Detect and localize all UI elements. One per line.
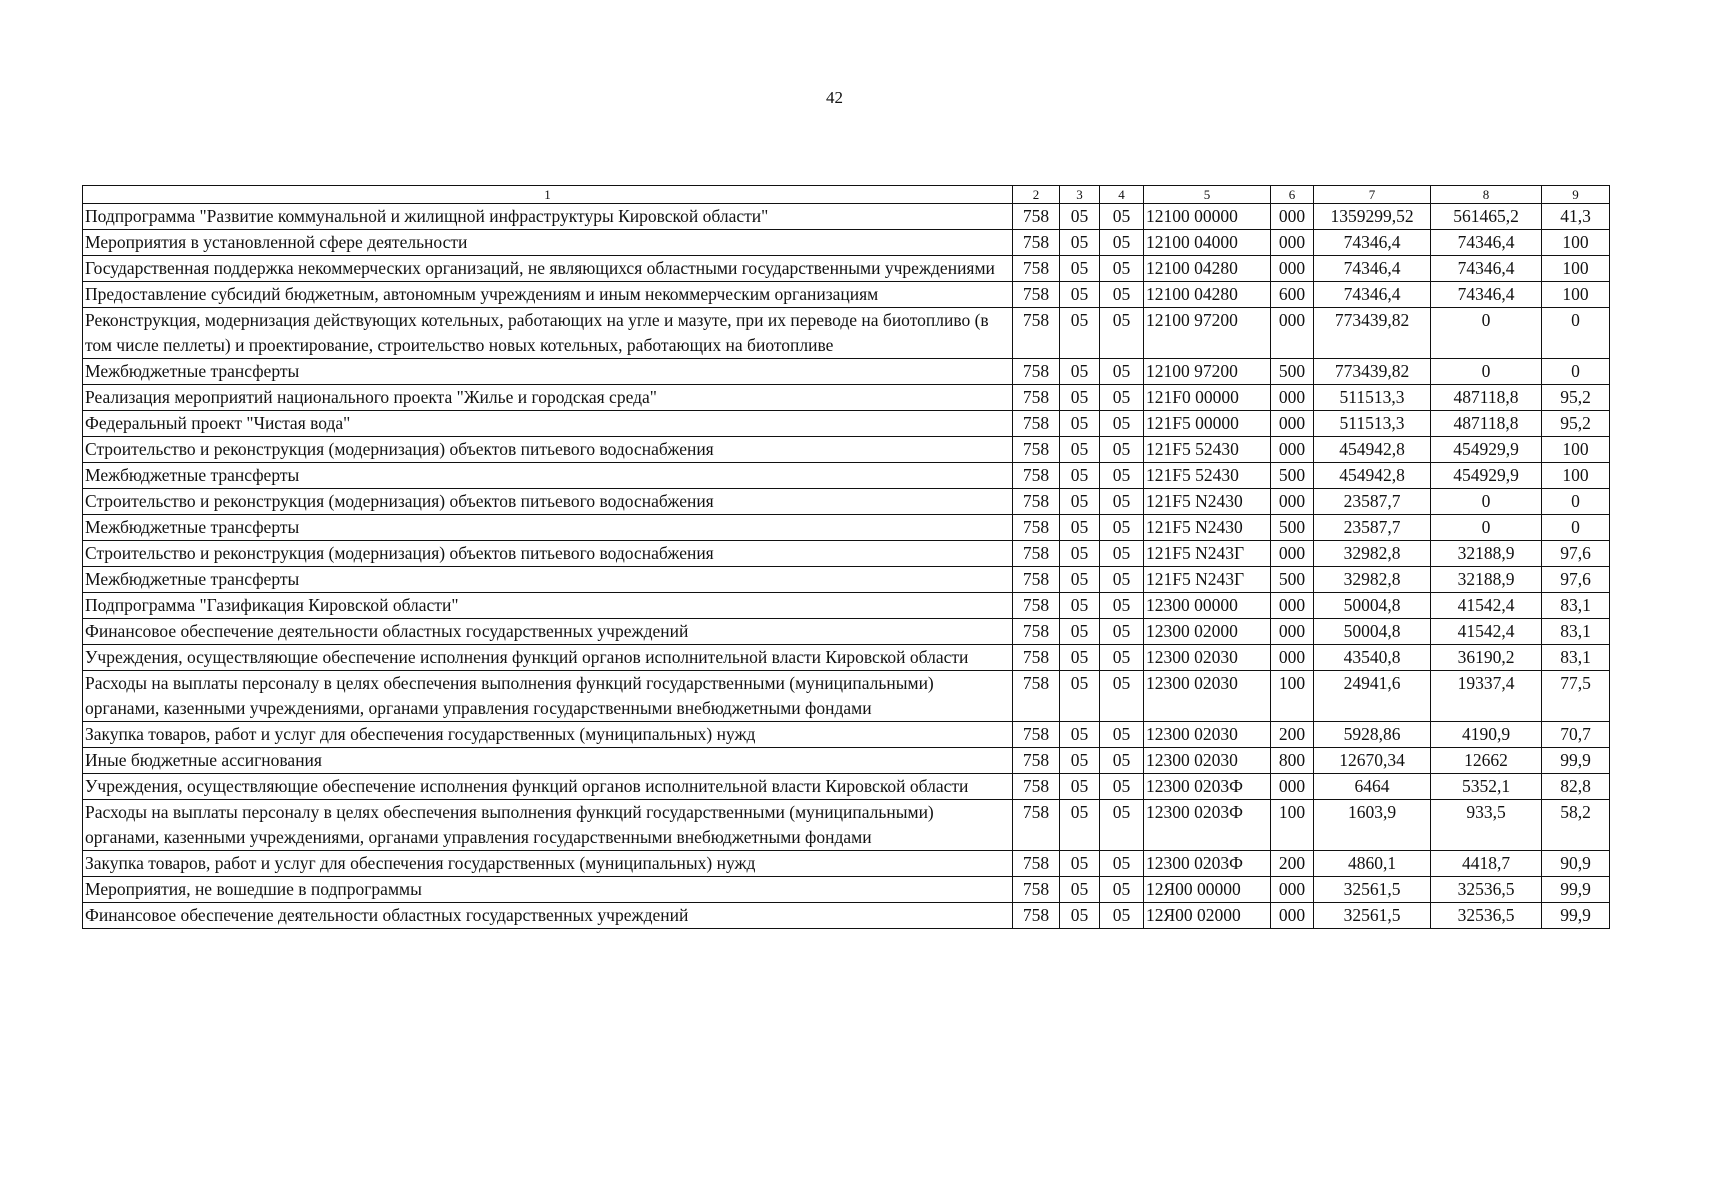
- cell-code-admin: 758: [1013, 748, 1060, 774]
- cell-code-expense-type: 000: [1271, 645, 1314, 671]
- cell-code-subsection: 05: [1100, 671, 1144, 722]
- cell-code-section: 05: [1060, 851, 1100, 877]
- cell-code-section: 05: [1060, 877, 1100, 903]
- cell-code-expense-type: 100: [1271, 671, 1314, 722]
- cell-row-name: Реконструкция, модернизация действующих котельных, работающих на угле и мазуте, при их переводе на биотопливо (в том числе пеллеты) и проектирование, строительство новых котельных, работающих на биотопливе: [83, 308, 1013, 359]
- cell-code-admin: 758: [1013, 463, 1060, 489]
- cell-code-expense-type: 000: [1271, 903, 1314, 929]
- cell-code-subsection: 05: [1100, 489, 1144, 515]
- cell-amount-executed: 32536,5: [1431, 903, 1542, 929]
- cell-code-section: 05: [1060, 645, 1100, 671]
- cell-percent-executed: 100: [1542, 256, 1610, 282]
- table-row: [83, 282, 1610, 308]
- cell-code-admin: 758: [1013, 800, 1060, 851]
- cell-code-admin: 758: [1013, 722, 1060, 748]
- cell-code-target: 12300 02000: [1144, 619, 1271, 645]
- cell-amount-planned: 12670,34: [1314, 748, 1431, 774]
- cell-code-admin: 758: [1013, 204, 1060, 230]
- cell-code-target: 12100 97200: [1144, 359, 1271, 385]
- cell-percent-executed: 0: [1542, 308, 1610, 359]
- cell-code-expense-type: 500: [1271, 567, 1314, 593]
- cell-code-admin: 758: [1013, 671, 1060, 722]
- cell-code-expense-type: 000: [1271, 437, 1314, 463]
- cell-percent-executed: 99,9: [1542, 903, 1610, 929]
- cell-code-section: 05: [1060, 619, 1100, 645]
- cell-code-admin: 758: [1013, 619, 1060, 645]
- cell-percent-executed: 82,8: [1542, 774, 1610, 800]
- cell-code-subsection: 05: [1100, 774, 1144, 800]
- cell-code-expense-type: 000: [1271, 411, 1314, 437]
- cell-code-subsection: 05: [1100, 903, 1144, 929]
- cell-code-target: 121F5 00000: [1144, 411, 1271, 437]
- cell-row-name: Федеральный проект "Чистая вода": [83, 411, 1013, 437]
- column-header-1: 1: [83, 186, 1013, 204]
- cell-row-name: Межбюджетные трансферты: [83, 463, 1013, 489]
- cell-code-subsection: 05: [1100, 359, 1144, 385]
- cell-code-admin: 758: [1013, 437, 1060, 463]
- cell-code-subsection: 05: [1100, 437, 1144, 463]
- table-row: [83, 619, 1610, 645]
- column-header-4: 4: [1100, 186, 1144, 204]
- cell-amount-executed: 74346,4: [1431, 256, 1542, 282]
- cell-code-subsection: 05: [1100, 567, 1144, 593]
- table-row: [83, 541, 1610, 567]
- column-header-5: 5: [1144, 186, 1271, 204]
- cell-amount-planned: 23587,7: [1314, 489, 1431, 515]
- cell-code-subsection: 05: [1100, 541, 1144, 567]
- cell-code-expense-type: 000: [1271, 489, 1314, 515]
- cell-percent-executed: 90,9: [1542, 851, 1610, 877]
- cell-percent-executed: 100: [1542, 230, 1610, 256]
- cell-amount-planned: 23587,7: [1314, 515, 1431, 541]
- table-row: [83, 722, 1610, 748]
- cell-amount-executed: 4418,7: [1431, 851, 1542, 877]
- cell-percent-executed: 83,1: [1542, 593, 1610, 619]
- cell-percent-executed: 77,5: [1542, 671, 1610, 722]
- cell-code-target: 12300 02030: [1144, 671, 1271, 722]
- cell-code-admin: 758: [1013, 541, 1060, 567]
- cell-code-section: 05: [1060, 385, 1100, 411]
- cell-code-section: 05: [1060, 515, 1100, 541]
- cell-code-section: 05: [1060, 722, 1100, 748]
- cell-amount-planned: 32561,5: [1314, 903, 1431, 929]
- cell-code-target: 12300 0203Ф: [1144, 774, 1271, 800]
- cell-row-name: Закупка товаров, работ и услуг для обеспечения государственных (муниципальных) нужд: [83, 722, 1013, 748]
- cell-row-name: Учреждения, осуществляющие обеспечение исполнения функций органов исполнительной власти Кировской области: [83, 645, 1013, 671]
- cell-amount-executed: 32536,5: [1431, 877, 1542, 903]
- cell-code-target: 121F5 52430: [1144, 437, 1271, 463]
- cell-code-section: 05: [1060, 489, 1100, 515]
- cell-code-subsection: 05: [1100, 722, 1144, 748]
- cell-row-name: Строительство и реконструкция (модернизация) объектов питьевого водоснабжения: [83, 489, 1013, 515]
- cell-code-expense-type: 000: [1271, 204, 1314, 230]
- cell-amount-planned: 1603,9: [1314, 800, 1431, 851]
- cell-percent-executed: 100: [1542, 463, 1610, 489]
- cell-amount-planned: 24941,6: [1314, 671, 1431, 722]
- cell-code-subsection: 05: [1100, 593, 1144, 619]
- cell-code-subsection: 05: [1100, 282, 1144, 308]
- cell-code-section: 05: [1060, 204, 1100, 230]
- cell-code-subsection: 05: [1100, 385, 1144, 411]
- cell-code-expense-type: 200: [1271, 722, 1314, 748]
- cell-code-expense-type: 000: [1271, 541, 1314, 567]
- cell-code-admin: 758: [1013, 903, 1060, 929]
- cell-code-subsection: 05: [1100, 230, 1144, 256]
- cell-percent-executed: 99,9: [1542, 877, 1610, 903]
- table-row: [83, 593, 1610, 619]
- cell-percent-executed: 97,6: [1542, 541, 1610, 567]
- table-row: [83, 877, 1610, 903]
- cell-amount-executed: 74346,4: [1431, 282, 1542, 308]
- cell-amount-planned: 5928,86: [1314, 722, 1431, 748]
- table-row: [83, 645, 1610, 671]
- cell-row-name: Межбюджетные трансферты: [83, 515, 1013, 541]
- cell-code-target: 121F5 52430: [1144, 463, 1271, 489]
- cell-code-admin: 758: [1013, 593, 1060, 619]
- cell-amount-planned: 74346,4: [1314, 282, 1431, 308]
- cell-code-expense-type: 500: [1271, 359, 1314, 385]
- cell-amount-executed: 4190,9: [1431, 722, 1542, 748]
- cell-code-target: 12Я00 02000: [1144, 903, 1271, 929]
- cell-code-admin: 758: [1013, 359, 1060, 385]
- cell-code-subsection: 05: [1100, 800, 1144, 851]
- cell-code-admin: 758: [1013, 308, 1060, 359]
- cell-code-target: 121F5 N2430: [1144, 489, 1271, 515]
- cell-code-section: 05: [1060, 800, 1100, 851]
- cell-percent-executed: 95,2: [1542, 411, 1610, 437]
- cell-percent-executed: 58,2: [1542, 800, 1610, 851]
- cell-amount-executed: 0: [1431, 515, 1542, 541]
- cell-code-admin: 758: [1013, 282, 1060, 308]
- cell-row-name: Финансовое обеспечение деятельности областных государственных учреждений: [83, 903, 1013, 929]
- table-row: [83, 359, 1610, 385]
- cell-code-subsection: 05: [1100, 619, 1144, 645]
- cell-row-name: Подпрограмма "Газификация Кировской области": [83, 593, 1013, 619]
- cell-amount-planned: 454942,8: [1314, 437, 1431, 463]
- cell-percent-executed: 83,1: [1542, 645, 1610, 671]
- cell-code-expense-type: 200: [1271, 851, 1314, 877]
- table-row: [83, 515, 1610, 541]
- cell-code-target: 12300 0203Ф: [1144, 800, 1271, 851]
- cell-code-admin: 758: [1013, 489, 1060, 515]
- cell-code-expense-type: 000: [1271, 774, 1314, 800]
- cell-code-admin: 758: [1013, 385, 1060, 411]
- cell-amount-planned: 32982,8: [1314, 541, 1431, 567]
- cell-code-target: 12300 02030: [1144, 645, 1271, 671]
- page-number: 42: [826, 88, 843, 107]
- cell-code-section: 05: [1060, 230, 1100, 256]
- cell-code-admin: 758: [1013, 256, 1060, 282]
- cell-amount-executed: 19337,4: [1431, 671, 1542, 722]
- cell-amount-executed: 0: [1431, 489, 1542, 515]
- cell-code-admin: 758: [1013, 877, 1060, 903]
- cell-code-subsection: 05: [1100, 411, 1144, 437]
- table-row: [83, 800, 1610, 851]
- cell-percent-executed: 70,7: [1542, 722, 1610, 748]
- cell-row-name: Учреждения, осуществляющие обеспечение исполнения функций органов исполнительной власти Кировской области: [83, 774, 1013, 800]
- cell-amount-executed: 561465,2: [1431, 204, 1542, 230]
- column-header-7: 7: [1314, 186, 1431, 204]
- cell-code-expense-type: 500: [1271, 515, 1314, 541]
- cell-code-admin: 758: [1013, 567, 1060, 593]
- cell-code-section: 05: [1060, 593, 1100, 619]
- table-header-row: [83, 186, 1610, 204]
- cell-amount-planned: 43540,8: [1314, 645, 1431, 671]
- cell-code-subsection: 05: [1100, 748, 1144, 774]
- cell-code-subsection: 05: [1100, 645, 1144, 671]
- cell-code-expense-type: 000: [1271, 593, 1314, 619]
- cell-row-name: Межбюджетные трансферты: [83, 567, 1013, 593]
- cell-amount-planned: 50004,8: [1314, 593, 1431, 619]
- budget-table-wrapper: [82, 185, 1609, 929]
- cell-code-section: 05: [1060, 282, 1100, 308]
- table-row: [83, 204, 1610, 230]
- cell-row-name: Строительство и реконструкция (модернизация) объектов питьевого водоснабжения: [83, 437, 1013, 463]
- cell-code-target: 12100 04280: [1144, 256, 1271, 282]
- table-row: [83, 671, 1610, 722]
- cell-code-subsection: 05: [1100, 515, 1144, 541]
- cell-row-name: Межбюджетные трансферты: [83, 359, 1013, 385]
- cell-code-target: 121F5 N2430: [1144, 515, 1271, 541]
- cell-code-section: 05: [1060, 567, 1100, 593]
- table-row: [83, 256, 1610, 282]
- cell-row-name: Предоставление субсидий бюджетным, автономным учреждениям и иным некоммерческим организациям: [83, 282, 1013, 308]
- cell-code-expense-type: 500: [1271, 463, 1314, 489]
- cell-row-name: Реализация мероприятий национального проекта "Жилье и городская среда": [83, 385, 1013, 411]
- cell-code-subsection: 05: [1100, 851, 1144, 877]
- cell-percent-executed: 100: [1542, 282, 1610, 308]
- cell-percent-executed: 0: [1542, 515, 1610, 541]
- column-header-6: 6: [1271, 186, 1314, 204]
- cell-amount-executed: 32188,9: [1431, 541, 1542, 567]
- column-header-8: 8: [1431, 186, 1542, 204]
- cell-percent-executed: 41,3: [1542, 204, 1610, 230]
- cell-amount-executed: 454929,9: [1431, 463, 1542, 489]
- cell-code-subsection: 05: [1100, 463, 1144, 489]
- cell-code-admin: 758: [1013, 645, 1060, 671]
- cell-percent-executed: 83,1: [1542, 619, 1610, 645]
- cell-code-target: 12100 97200: [1144, 308, 1271, 359]
- cell-amount-planned: 6464: [1314, 774, 1431, 800]
- cell-code-admin: 758: [1013, 230, 1060, 256]
- cell-amount-planned: 773439,82: [1314, 359, 1431, 385]
- cell-code-target: 12300 0203Ф: [1144, 851, 1271, 877]
- cell-amount-planned: 32561,5: [1314, 877, 1431, 903]
- cell-row-name: Финансовое обеспечение деятельности областных государственных учреждений: [83, 619, 1013, 645]
- table-row: [83, 851, 1610, 877]
- cell-row-name: Строительство и реконструкция (модернизация) объектов питьевого водоснабжения: [83, 541, 1013, 567]
- cell-amount-planned: 74346,4: [1314, 256, 1431, 282]
- column-header-2: 2: [1013, 186, 1060, 204]
- cell-code-admin: 758: [1013, 411, 1060, 437]
- cell-code-target: 121F5 N243Г: [1144, 567, 1271, 593]
- cell-amount-planned: 32982,8: [1314, 567, 1431, 593]
- cell-code-section: 05: [1060, 748, 1100, 774]
- cell-code-admin: 758: [1013, 515, 1060, 541]
- table-row: [83, 774, 1610, 800]
- cell-amount-executed: 487118,8: [1431, 411, 1542, 437]
- cell-code-expense-type: 000: [1271, 619, 1314, 645]
- cell-percent-executed: 97,6: [1542, 567, 1610, 593]
- cell-amount-planned: 4860,1: [1314, 851, 1431, 877]
- table-row: [83, 308, 1610, 359]
- cell-percent-executed: 0: [1542, 489, 1610, 515]
- cell-amount-executed: 74346,4: [1431, 230, 1542, 256]
- cell-amount-executed: 36190,2: [1431, 645, 1542, 671]
- cell-amount-executed: 5352,1: [1431, 774, 1542, 800]
- cell-amount-executed: 0: [1431, 308, 1542, 359]
- cell-code-subsection: 05: [1100, 877, 1144, 903]
- table-row: [83, 489, 1610, 515]
- cell-code-target: 12300 00000: [1144, 593, 1271, 619]
- cell-amount-planned: 454942,8: [1314, 463, 1431, 489]
- cell-row-name: Закупка товаров, работ и услуг для обеспечения государственных (муниципальных) нужд: [83, 851, 1013, 877]
- cell-code-target: 12100 04280: [1144, 282, 1271, 308]
- table-row: [83, 748, 1610, 774]
- cell-code-subsection: 05: [1100, 308, 1144, 359]
- table-row: [83, 463, 1610, 489]
- cell-code-target: 12100 00000: [1144, 204, 1271, 230]
- table-row: [83, 903, 1610, 929]
- cell-code-admin: 758: [1013, 851, 1060, 877]
- cell-code-expense-type: 000: [1271, 308, 1314, 359]
- cell-code-target: 12300 02030: [1144, 722, 1271, 748]
- table-body: [83, 204, 1610, 929]
- cell-code-target: 12300 02030: [1144, 748, 1271, 774]
- cell-amount-planned: 511513,3: [1314, 411, 1431, 437]
- cell-row-name: Расходы на выплаты персоналу в целях обеспечения выполнения функций государственными (муниципальными) органами, казенными учреждениями, органами управления государственными внебюджетными фондами: [83, 671, 1013, 722]
- cell-amount-planned: 773439,82: [1314, 308, 1431, 359]
- cell-percent-executed: 0: [1542, 359, 1610, 385]
- cell-amount-executed: 487118,8: [1431, 385, 1542, 411]
- column-header-3: 3: [1060, 186, 1100, 204]
- cell-code-target: 12Я00 00000: [1144, 877, 1271, 903]
- cell-code-target: 12100 04000: [1144, 230, 1271, 256]
- cell-code-target: 121F0 00000: [1144, 385, 1271, 411]
- cell-code-section: 05: [1060, 541, 1100, 567]
- cell-code-section: 05: [1060, 411, 1100, 437]
- cell-row-name: Иные бюджетные ассигнования: [83, 748, 1013, 774]
- cell-percent-executed: 95,2: [1542, 385, 1610, 411]
- cell-amount-executed: 41542,4: [1431, 619, 1542, 645]
- table-row: [83, 411, 1610, 437]
- cell-amount-executed: 933,5: [1431, 800, 1542, 851]
- cell-row-name: Подпрограмма "Развитие коммунальной и жилищной инфраструктуры Кировской области": [83, 204, 1013, 230]
- column-header-9: 9: [1542, 186, 1610, 204]
- cell-amount-planned: 50004,8: [1314, 619, 1431, 645]
- cell-code-section: 05: [1060, 437, 1100, 463]
- cell-code-expense-type: 600: [1271, 282, 1314, 308]
- cell-percent-executed: 100: [1542, 437, 1610, 463]
- cell-row-name: Расходы на выплаты персоналу в целях обеспечения выполнения функций государственными (муниципальными) органами, казенными учреждениями, органами управления государственными внебюджетными фондами: [83, 800, 1013, 851]
- cell-row-name: Мероприятия в установленной сфере деятельности: [83, 230, 1013, 256]
- cell-amount-executed: 12662: [1431, 748, 1542, 774]
- cell-code-section: 05: [1060, 308, 1100, 359]
- cell-code-section: 05: [1060, 359, 1100, 385]
- cell-code-section: 05: [1060, 256, 1100, 282]
- cell-percent-executed: 99,9: [1542, 748, 1610, 774]
- cell-code-section: 05: [1060, 903, 1100, 929]
- cell-code-section: 05: [1060, 463, 1100, 489]
- budget-table: [82, 185, 1610, 929]
- cell-code-expense-type: 800: [1271, 748, 1314, 774]
- cell-code-section: 05: [1060, 774, 1100, 800]
- cell-code-subsection: 05: [1100, 204, 1144, 230]
- cell-amount-planned: 1359299,52: [1314, 204, 1431, 230]
- cell-code-expense-type: 000: [1271, 256, 1314, 282]
- cell-amount-executed: 41542,4: [1431, 593, 1542, 619]
- cell-code-subsection: 05: [1100, 256, 1144, 282]
- cell-code-expense-type: 000: [1271, 877, 1314, 903]
- cell-amount-executed: 0: [1431, 359, 1542, 385]
- cell-row-name: Государственная поддержка некоммерческих организаций, не являющихся областными государственными учреждениями: [83, 256, 1013, 282]
- cell-amount-executed: 32188,9: [1431, 567, 1542, 593]
- table-row: [83, 567, 1610, 593]
- cell-row-name: Мероприятия, не вошедшие в подпрограммы: [83, 877, 1013, 903]
- cell-code-expense-type: 000: [1271, 385, 1314, 411]
- cell-code-admin: 758: [1013, 774, 1060, 800]
- table-row: [83, 385, 1610, 411]
- cell-code-expense-type: 000: [1271, 230, 1314, 256]
- cell-code-expense-type: 100: [1271, 800, 1314, 851]
- cell-amount-planned: 74346,4: [1314, 230, 1431, 256]
- cell-code-section: 05: [1060, 671, 1100, 722]
- cell-code-target: 121F5 N243Г: [1144, 541, 1271, 567]
- cell-amount-planned: 511513,3: [1314, 385, 1431, 411]
- table-row: [83, 437, 1610, 463]
- table-row: [83, 230, 1610, 256]
- cell-amount-executed: 454929,9: [1431, 437, 1542, 463]
